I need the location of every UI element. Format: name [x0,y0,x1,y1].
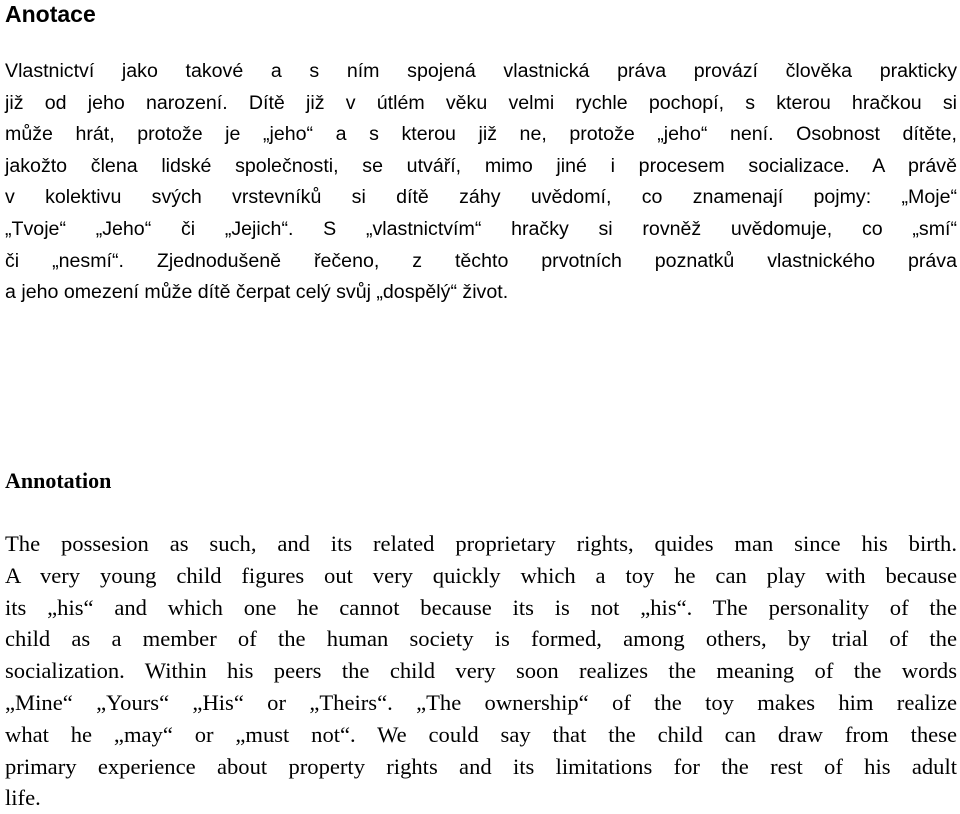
paragraph-line: life. [5,785,41,811]
paragraph-line: The possesion as such, and its related proprietary rights, quides man since his birth. [5,531,957,556]
paragraph-line: Vlastnictví jako takové a s ním spojená vlastnická práva provází člověka prakticky [5,60,957,82]
paragraph-line: již od jeho narození. Dítě již v útlém věku velmi rychle pochopí, s kterou hračkou si [5,91,957,114]
english-annotation-paragraph [5,528,957,814]
paragraph-line: primary experience about property rights and its limitations for the rest of his adult [5,753,957,779]
paragraph-line: socialization. Within his peers the child very soon realizes the meaning of the words [5,658,957,684]
paragraph-line: its „his“ and which one he cannot because its is not „his“. The personality of the [5,594,957,620]
paragraph-line: child as a member of the human society is formed, among others, by trial of the [5,626,957,652]
paragraph-line: „Tvoje“ „Jeho“ či „Jejich“. S „vlastnictvím“ hračky si rovněž uvědomuje, co „smí“ [5,217,957,240]
paragraph-line: či „nesmí“. Zjednodušeně řečeno, z těchto prvotních poznatků vlastnického práva [5,249,957,272]
document-page [5,0,957,811]
paragraph-line: a jeho omezení může dítě čerpat celý svůj „dospělý“ život. [5,281,509,304]
czech-heading: Anotace [5,1,96,27]
paragraph-line: „Mine“ „Yours“ „His“ or „Theirs“. „The ownership“ of the toy makes him realize [5,689,957,715]
english-heading: Annotation [5,468,112,493]
paragraph-line: v kolektivu svých vrstevníků si dítě záhy uvědomí, co znamenají pojmy: „Moje“ [5,186,957,209]
paragraph-line: A very young child figures out very quickly which a toy he can play with because [5,562,957,588]
paragraph-line: jakožto člena lidské společnosti, se utváří, mimo jiné i procesem socializace. A právě [5,154,957,177]
paragraph-line: může hrát, protože je „jeho“ a s kterou již ne, protože „jeho“ není. Osobnost dítěte, [5,123,957,146]
paragraph-line: what he „may“ or „must not“. We could say that the child can draw from these [5,721,957,747]
czech-annotation-paragraph [5,56,957,309]
